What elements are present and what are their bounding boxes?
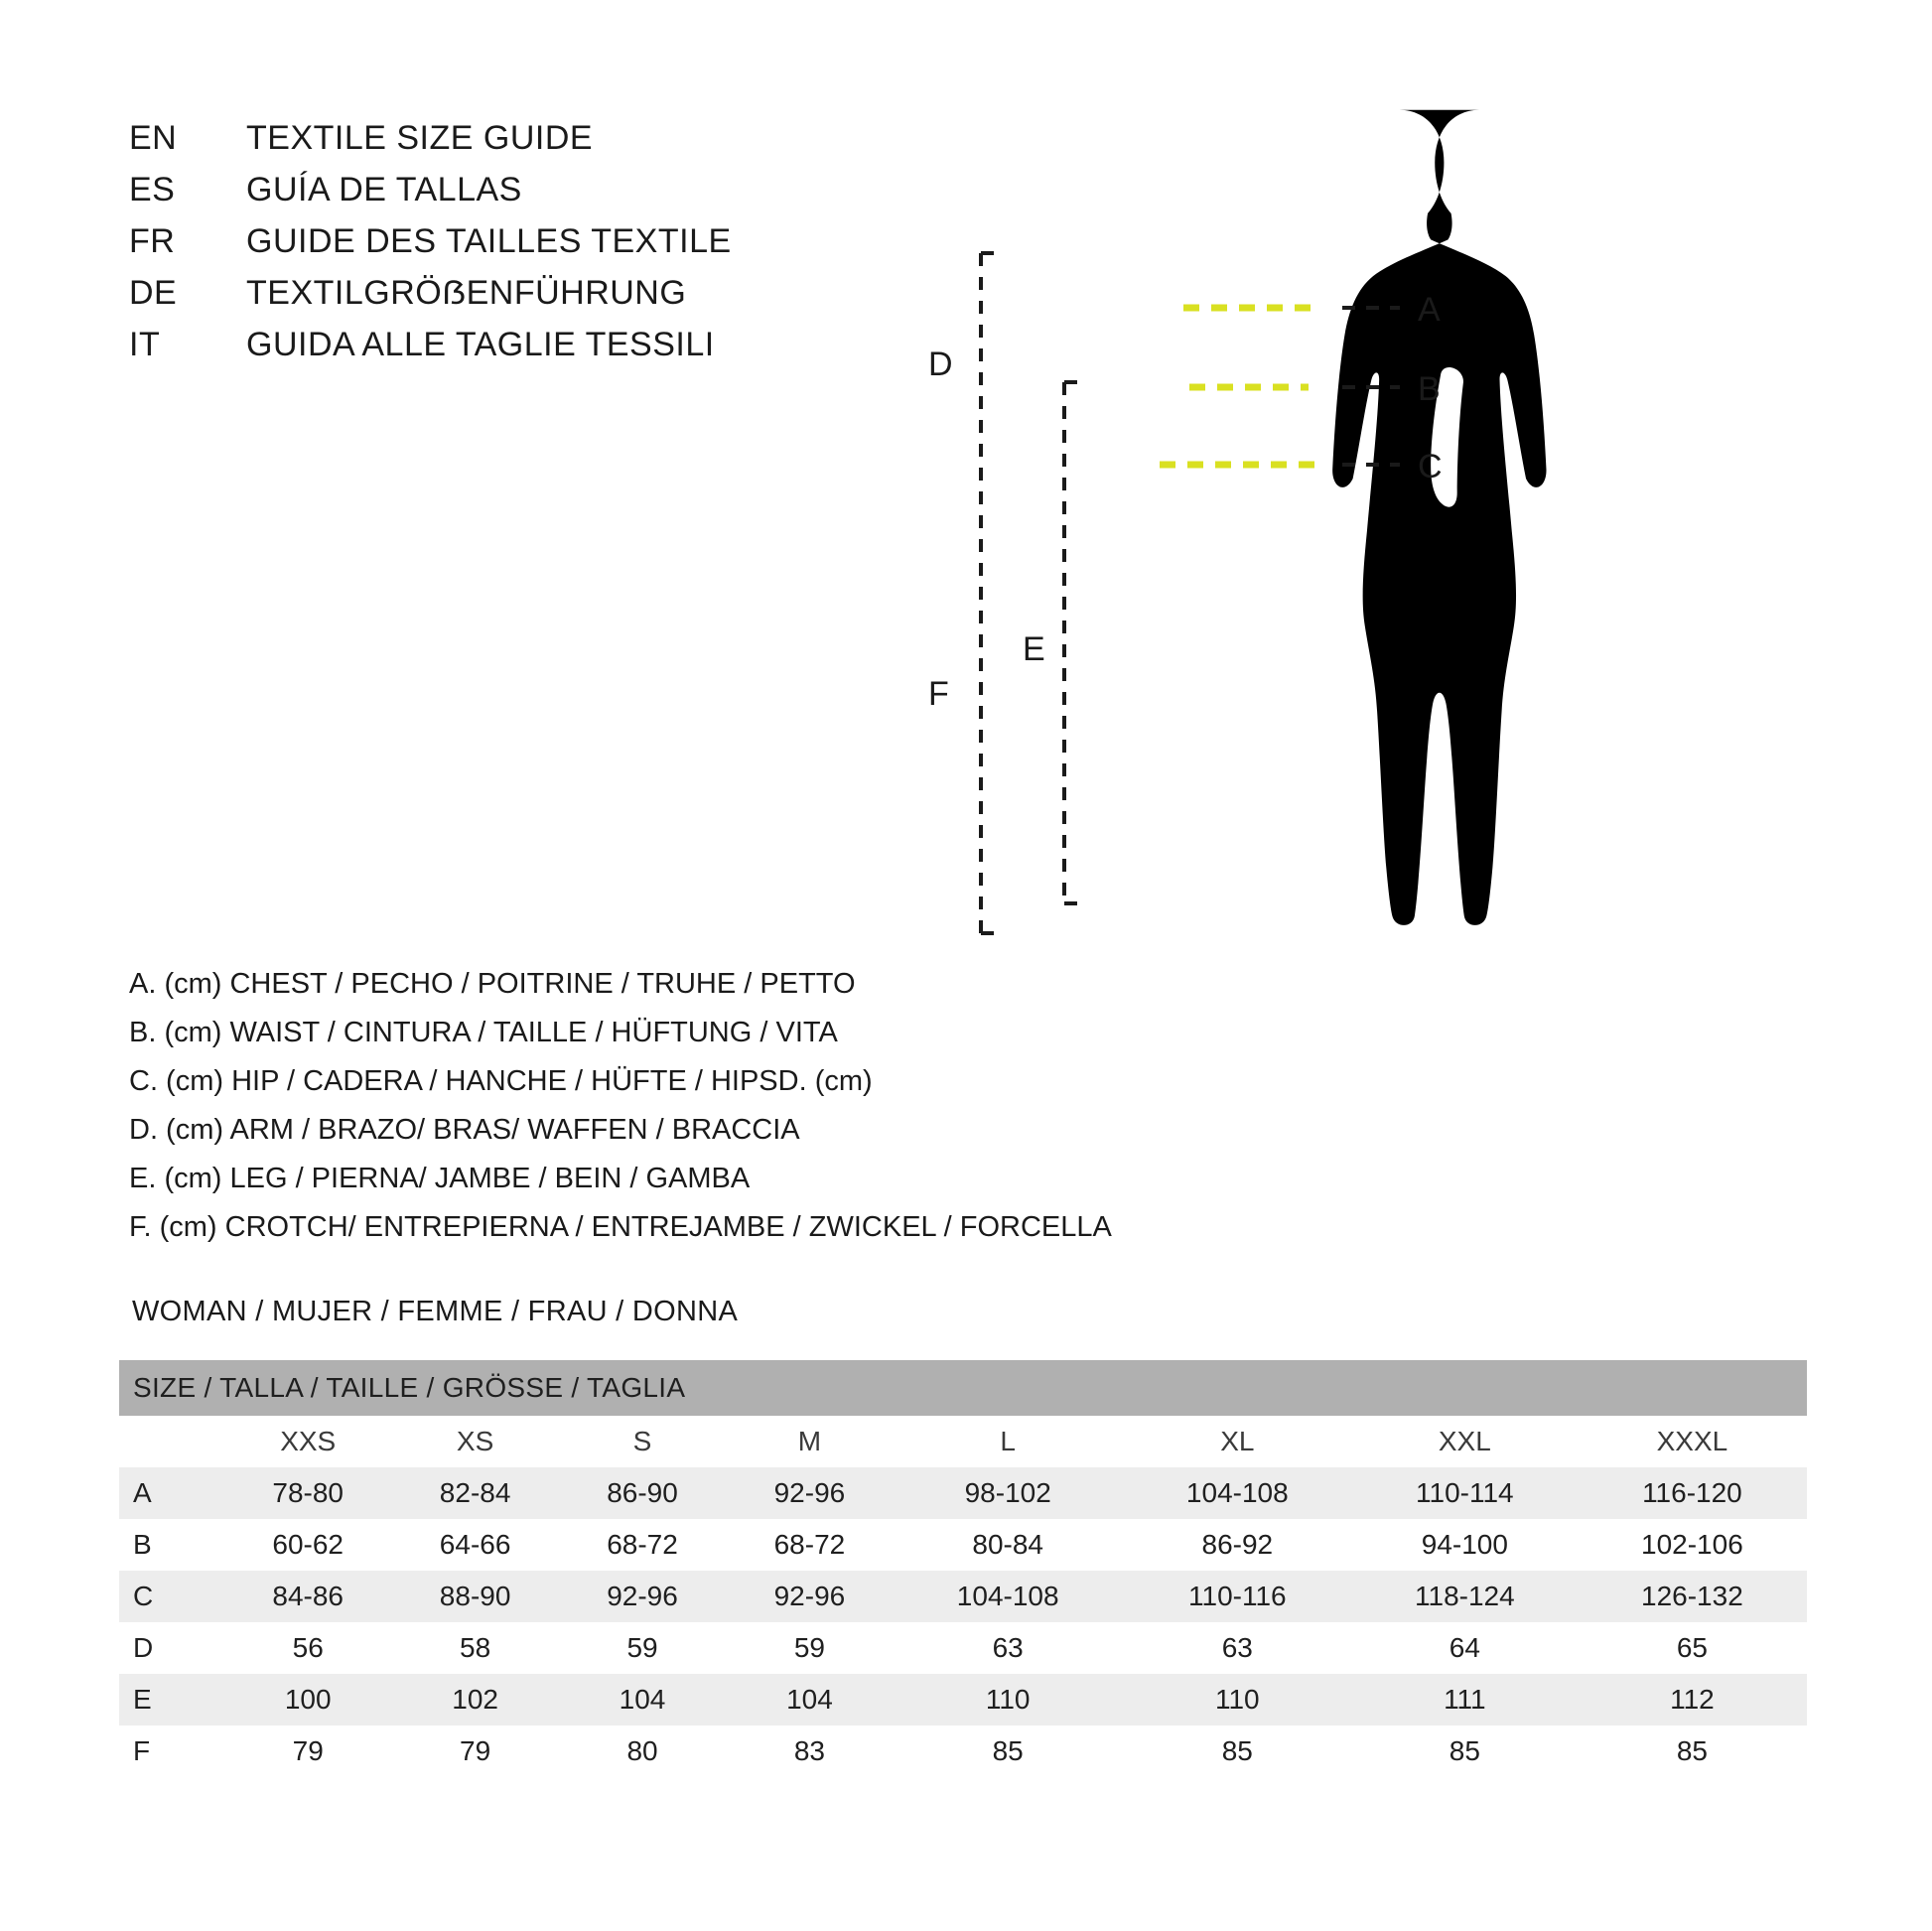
size-header-cell: S bbox=[559, 1416, 726, 1467]
table-cell: 104 bbox=[559, 1674, 726, 1725]
sizes-row-corner bbox=[119, 1416, 224, 1467]
table-cell: 102 bbox=[391, 1674, 558, 1725]
table-cell: 104-108 bbox=[1123, 1467, 1352, 1519]
title-text: TEXTILGRÖẞENFÜHRUNG bbox=[246, 274, 687, 312]
title-row bbox=[129, 171, 943, 209]
row-label: A bbox=[119, 1467, 224, 1519]
table-cell: 104 bbox=[726, 1674, 893, 1725]
legend-item-a: A. (cm) CHEST / PECHO / POITRINE / TRUHE / PETTO bbox=[129, 968, 856, 1000]
table-cell: 110 bbox=[894, 1674, 1123, 1725]
table-cell: 111 bbox=[1352, 1674, 1578, 1725]
measurement-legend bbox=[129, 968, 1221, 1260]
title-lang-code: FR bbox=[129, 222, 176, 260]
table-cell: 58 bbox=[391, 1622, 558, 1674]
table-row bbox=[119, 1467, 1807, 1519]
table-header-band-label: SIZE / TALLA / TAILLE / GRÖSSE / TAGLIA bbox=[119, 1360, 1807, 1416]
table-cell: 92-96 bbox=[726, 1571, 893, 1622]
table-cell: 102-106 bbox=[1578, 1519, 1807, 1571]
dimension-label-d: D bbox=[928, 345, 953, 383]
row-label: C bbox=[119, 1571, 224, 1622]
arm-gap-right bbox=[1548, 367, 1581, 507]
table-cell: 110-116 bbox=[1123, 1571, 1352, 1622]
table-cell: 85 bbox=[894, 1725, 1123, 1777]
row-label: F bbox=[119, 1725, 224, 1777]
title-block bbox=[129, 119, 943, 377]
table-cell: 79 bbox=[391, 1725, 558, 1777]
title-lang-code: EN bbox=[129, 119, 178, 157]
size-header-cell: M bbox=[726, 1416, 893, 1467]
table-row bbox=[119, 1571, 1807, 1622]
table-cell: 59 bbox=[559, 1622, 726, 1674]
title-lang-code: DE bbox=[129, 274, 178, 312]
table-cell: 110-114 bbox=[1352, 1467, 1578, 1519]
table-cell: 86-92 bbox=[1123, 1519, 1352, 1571]
table-cell: 64 bbox=[1352, 1622, 1578, 1674]
title-text: GUÍA DE TALLAS bbox=[246, 171, 522, 208]
callout-label-c: C bbox=[1418, 448, 1443, 485]
row-label: B bbox=[119, 1519, 224, 1571]
table-cell: 112 bbox=[1578, 1674, 1807, 1725]
title-text: GUIDE DES TAILLES TEXTILE bbox=[246, 222, 732, 260]
size-header-cell: XXXL bbox=[1578, 1416, 1807, 1467]
table-cell: 85 bbox=[1123, 1725, 1352, 1777]
size-header-cell: L bbox=[894, 1416, 1123, 1467]
legend-item-c: C. (cm) HIP / CADERA / HANCHE / HÜFTE / HIPSD. (cm) bbox=[129, 1065, 873, 1097]
table-cell: 59 bbox=[726, 1622, 893, 1674]
row-label: E bbox=[119, 1674, 224, 1725]
dimension-label-e: E bbox=[1023, 630, 1045, 668]
title-text: TEXTILE SIZE GUIDE bbox=[246, 119, 594, 157]
table-cell: 80-84 bbox=[894, 1519, 1123, 1571]
title-lang-code: IT bbox=[129, 326, 161, 363]
table-cell: 92-96 bbox=[726, 1467, 893, 1519]
table-cell: 80 bbox=[559, 1725, 726, 1777]
table-cell: 86-90 bbox=[559, 1467, 726, 1519]
row-label: D bbox=[119, 1622, 224, 1674]
table-cell: 98-102 bbox=[894, 1467, 1123, 1519]
table-cell: 64-66 bbox=[391, 1519, 558, 1571]
table-cell: 78-80 bbox=[224, 1467, 391, 1519]
title-lang-code: ES bbox=[129, 171, 176, 208]
section-caption: WOMAN / MUJER / FEMME / FRAU / DONNA bbox=[132, 1296, 739, 1327]
title-row bbox=[129, 274, 943, 313]
table-cell: 79 bbox=[224, 1725, 391, 1777]
size-header-cell: XXL bbox=[1352, 1416, 1578, 1467]
leg-separation bbox=[1504, 720, 1516, 952]
table-cell: 100 bbox=[224, 1674, 391, 1725]
table-cell: 118-124 bbox=[1352, 1571, 1578, 1622]
table-row bbox=[119, 1622, 1807, 1674]
dimension-label-f: F bbox=[928, 675, 949, 713]
table-cell: 65 bbox=[1578, 1622, 1807, 1674]
dimension-bracket-f bbox=[981, 253, 1005, 933]
dimension-bracket-e bbox=[1064, 382, 1088, 903]
size-header-cell: XS bbox=[391, 1416, 558, 1467]
table-row-sizes bbox=[119, 1416, 1807, 1467]
size-header-cell: XL bbox=[1123, 1416, 1352, 1467]
table-cell: 116-120 bbox=[1578, 1467, 1807, 1519]
table-cell: 56 bbox=[224, 1622, 391, 1674]
size-table bbox=[119, 1360, 1807, 1777]
table-cell: 63 bbox=[1123, 1622, 1352, 1674]
callout-label-b: B bbox=[1418, 370, 1441, 408]
title-row bbox=[129, 222, 943, 261]
callout-label-a: A bbox=[1418, 291, 1441, 329]
woman-silhouette-icon bbox=[1332, 110, 1581, 953]
table-cell: 68-72 bbox=[559, 1519, 726, 1571]
title-text: GUIDA ALLE TAGLIE TESSILI bbox=[246, 326, 715, 363]
table-cell: 85 bbox=[1352, 1725, 1578, 1777]
legend-item-f: F. (cm) CROTCH/ ENTREPIERNA / ENTREJAMBE / ZWICKEL / FORCELLA bbox=[129, 1211, 1112, 1243]
table-row bbox=[119, 1674, 1807, 1725]
table-row bbox=[119, 1519, 1807, 1571]
legend-item-d: D. (cm) ARM / BRAZO/ BRAS/ WAFFEN / BRACCIA bbox=[129, 1114, 800, 1146]
table-cell: 83 bbox=[726, 1725, 893, 1777]
table-cell: 60-62 bbox=[224, 1519, 391, 1571]
title-row bbox=[129, 326, 943, 364]
table-cell: 92-96 bbox=[559, 1571, 726, 1622]
table-cell: 85 bbox=[1578, 1725, 1807, 1777]
title-row bbox=[129, 119, 943, 158]
legend-item-e: E. (cm) LEG / PIERNA/ JAMBE / BEIN / GAMBA bbox=[129, 1163, 751, 1194]
table-cell: 68-72 bbox=[726, 1519, 893, 1571]
table-cell: 110 bbox=[1123, 1674, 1352, 1725]
table-row bbox=[119, 1725, 1807, 1777]
table-cell: 94-100 bbox=[1352, 1519, 1578, 1571]
size-header-cell: XXS bbox=[224, 1416, 391, 1467]
table-cell: 88-90 bbox=[391, 1571, 558, 1622]
table-cell: 104-108 bbox=[894, 1571, 1123, 1622]
measurement-guide-lines bbox=[1160, 308, 1316, 465]
table-header-band bbox=[119, 1360, 1807, 1416]
table-cell: 126-132 bbox=[1578, 1571, 1807, 1622]
table-cell: 82-84 bbox=[391, 1467, 558, 1519]
table-cell: 84-86 bbox=[224, 1571, 391, 1622]
table-cell: 63 bbox=[894, 1622, 1123, 1674]
legend-item-b: B. (cm) WAIST / CINTURA / TAILLE / HÜFTUNG / VITA bbox=[129, 1017, 838, 1048]
